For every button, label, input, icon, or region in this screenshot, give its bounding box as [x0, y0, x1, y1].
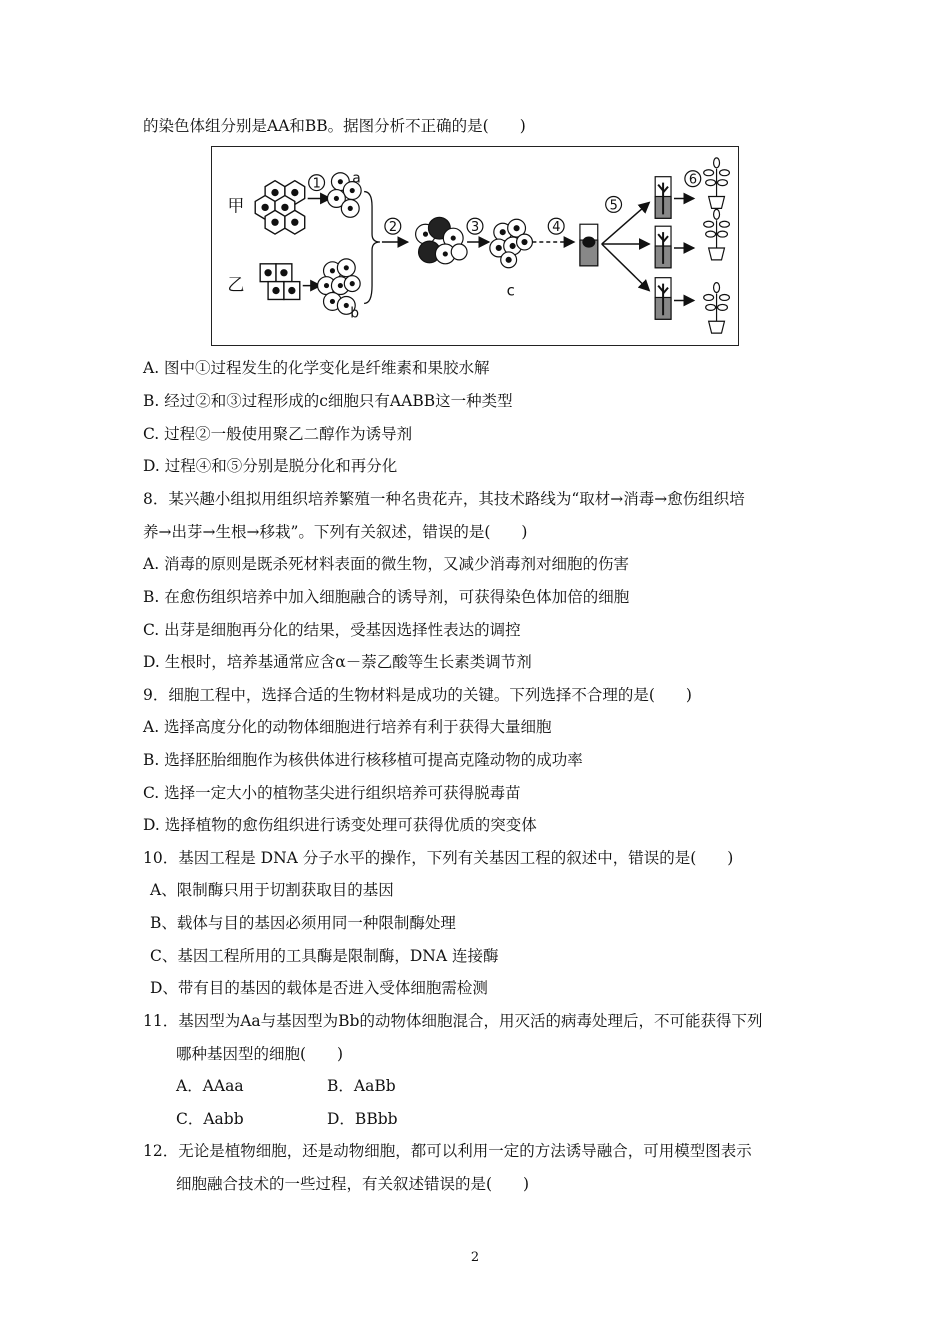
label-b: b — [350, 305, 360, 322]
fused-cells — [416, 217, 467, 264]
svg-text:4: 4 — [552, 220, 561, 236]
q7-option-c: C. 过程②一般使用聚乙二醇作为诱导剂 — [143, 425, 413, 443]
q7-option-a: A. 图中①过程发生的化学变化是纤维素和果胶水解 — [143, 359, 490, 377]
q9-option-c: C. 选择一定大小的植物茎尖进行组织培养可获得脱毒苗 — [143, 784, 521, 802]
tissue-yi — [260, 264, 300, 300]
label-c: c — [506, 281, 515, 300]
q9-stem: 9．细胞工程中，选择合适的生物材料是成功的关键。下列选择不合理的是( ) — [143, 686, 692, 704]
q7-option-b: B. 经过②和③过程形成的c细胞只有AABB这一种类型 — [143, 392, 513, 410]
q10-stem: 10．基因工程是 DNA 分子水平的操作，下列有关基因工程的叙述中，错误的是( ) — [143, 849, 734, 867]
q11-stem-line1: 11．基因型为Aa与基因型为Bb的动物体细胞混合，用灭活的病毒处理后，不可能获得下列 — [143, 1012, 763, 1030]
q9-option-b: B. 选择胚胎细胞作为核供体进行核移植可提高克隆动物的成功率 — [143, 751, 583, 769]
q10-option-a: A、限制酶只用于切割获取目的基因 — [150, 881, 394, 899]
cell-fusion-figure — [211, 146, 739, 346]
q8-option-a: A. 消毒的原则是既杀死材料表面的微生物，又减少消毒剂对细胞的伤害 — [143, 555, 630, 573]
q10-option-c: C、基因工程所用的工具酶是限制酶，DNA 连接酶 — [150, 947, 499, 965]
svg-text:1: 1 — [312, 176, 321, 192]
cell-fusion-diagram — [212, 147, 738, 345]
q8-stem-line2: 养→出芽→生根→移栽”。下列有关叙述，错误的是( ) — [143, 523, 528, 541]
q12-stem-line1: 12．无论是植物细胞，还是动物细胞，都可以利用一定的方法诱导融合，可用模型图表示 — [143, 1142, 752, 1160]
svg-text:6: 6 — [688, 172, 698, 188]
tubes-with-shoots — [655, 177, 671, 320]
q11-option-b: B．AaBb — [327, 1077, 396, 1095]
culture-tube-callus — [580, 224, 598, 266]
q8-option-b: B. 在愈伤组织培养中加入细胞融合的诱导剂，可获得染色体加倍的细胞 — [143, 588, 630, 606]
q8-stem-line1: 8．某兴趣小组拟用组织培养繁殖一种名贵花卉，其技术路线为“取材→消毒→愈伤组织培 — [143, 490, 745, 508]
svg-text:5: 5 — [609, 198, 618, 214]
q10-option-b: B、载体与目的基因必须用同一种限制酶处理 — [150, 914, 456, 932]
q12-stem-line2: 细胞融合技术的一些过程，有关叙述错误的是( ) — [176, 1175, 530, 1193]
q9-option-a: A. 选择高度分化的动物体细胞进行培养有利于获得大量细胞 — [143, 718, 552, 736]
potted-plants — [704, 158, 730, 333]
q8-option-d: D. 生根时，培养基通常应含α－萘乙酸等生长素类调节剂 — [143, 653, 532, 671]
label-jia: 甲 — [227, 195, 245, 216]
q7-option-d: D. 过程④和⑤分别是脱分化和再分化 — [143, 457, 398, 475]
tissue-jia — [255, 181, 305, 234]
page-number: 2 — [470, 1250, 480, 1265]
svg-text:2: 2 — [388, 220, 398, 236]
label-a: a — [352, 170, 361, 187]
hybrid-cells-c — [490, 219, 533, 268]
q8-option-c: C. 出芽是细胞再分化的结果，受基因选择性表达的调控 — [143, 621, 521, 639]
q10-option-d: D、带有目的基因的载体是否进入受体细胞需检测 — [150, 979, 488, 997]
q9-option-d: D. 选择植物的愈伤组织进行诱变处理可获得优质的突变体 — [143, 816, 537, 834]
q11-option-c: C．Aabb — [176, 1110, 244, 1128]
question-7-intro: 的染色体组分别是AA和BB。据图分析不正确的是( ) — [143, 117, 526, 135]
label-yi: 乙 — [227, 274, 245, 295]
svg-text:3: 3 — [471, 220, 480, 236]
q11-stem-line2: 哪种基因型的细胞( ) — [176, 1045, 344, 1063]
q11-option-a: A．AAaa — [176, 1077, 244, 1095]
q11-option-d: D．BBbb — [327, 1110, 398, 1128]
